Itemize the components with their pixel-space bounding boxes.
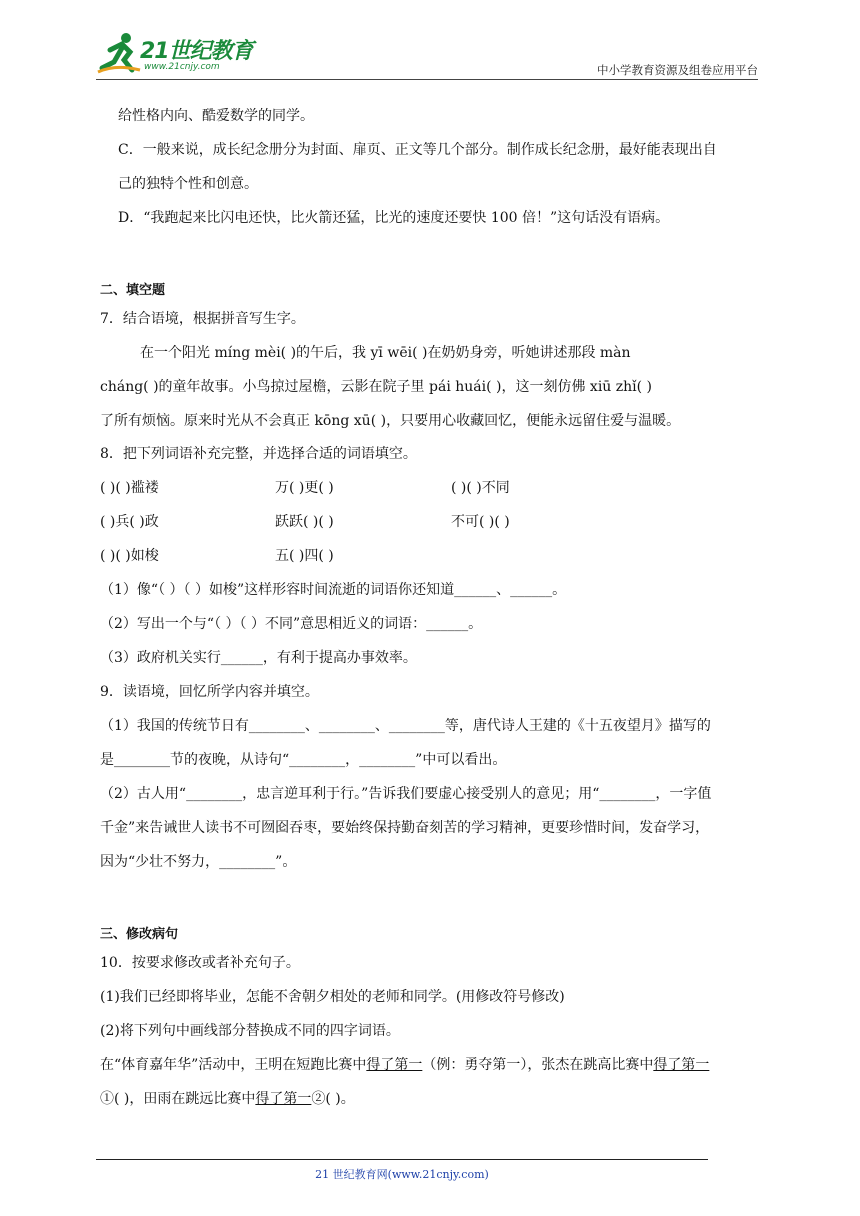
sentence-text: 在“体育嘉年华”活动中，王明在短跑比赛中 bbox=[100, 1057, 367, 1073]
logo-text: 21世纪教育 bbox=[140, 39, 253, 64]
q8-word: 五( )四( ) bbox=[275, 548, 334, 564]
q9-title: 9．读语境，回忆所学内容并填空。 bbox=[100, 684, 319, 700]
q8-word: ( )兵( )政 bbox=[100, 514, 159, 530]
q7-line3: 了所有烦恼。原来时光从不会真正 kōng xū( )，只要用心收藏回忆，便能永远留住爱与温暖。 bbox=[100, 413, 681, 429]
q8-word: 万( )更( ) bbox=[275, 480, 334, 496]
q7-line1: 在一个阳光 míng mèi( )的午后，我 yī wēi( )在奶奶身旁，听她讲述那段 màn bbox=[140, 345, 631, 361]
q8-row3 bbox=[100, 546, 451, 566]
site-logo bbox=[96, 28, 266, 78]
q8-word: 不可( )( ) bbox=[451, 514, 510, 530]
platform-title: 中小学教育资源及组卷应用平台 bbox=[597, 63, 758, 77]
q9-line5: 因为“少壮不努力，________”。 bbox=[100, 854, 297, 870]
q8-word: ( )( )不同 bbox=[451, 480, 510, 496]
q8-sub1: （1）像“（ ）（ ）如梭”这样形容时间流逝的词语你还知道______、______。 bbox=[100, 582, 567, 598]
q7-title: 7．结合语境，根据拼音写生字。 bbox=[100, 311, 305, 327]
q8-row2 bbox=[100, 512, 510, 532]
footer-divider bbox=[96, 1159, 708, 1160]
q6-option-c-line2: 己的独特个性和创意。 bbox=[118, 176, 258, 192]
q9-line4: 千金”来告诫世人读书不可囫囵吞枣，要始终保持勤奋刻苦的学习精神，更要珍惜时间，发奋学习， bbox=[100, 820, 710, 836]
q8-row1 bbox=[100, 478, 510, 498]
underlined-phrase: 得了第一 bbox=[255, 1091, 312, 1107]
q8-word: ( )( )如梭 bbox=[100, 548, 159, 564]
sentence-text: ②( )。 bbox=[311, 1091, 355, 1107]
q8-sub2: （2）写出一个与“（ ）（ ）不同”意思相近义的词语：______。 bbox=[100, 616, 483, 632]
q6-option-b-tail: 给性格内向、酷爱数学的同学。 bbox=[118, 108, 314, 124]
header-divider bbox=[96, 79, 758, 80]
underlined-phrase: 得了第一 bbox=[366, 1057, 423, 1073]
section-2-title: 二、填空题 bbox=[100, 283, 166, 298]
page-header bbox=[96, 28, 758, 80]
logo-url: www.21cnjy.com bbox=[144, 62, 220, 72]
q8-title: 8．把下列词语补充完整，并选择合适的词语填空。 bbox=[100, 446, 417, 462]
q8-word: 跃跃( )( ) bbox=[275, 514, 334, 530]
q7-line2: cháng( )的童年故事。小鸟掠过屋檐，云影在院子里 pái huái( )，这一刻仿佛 xiū zhǐ( ) bbox=[100, 379, 653, 395]
q9-line3: （2）古人用“________，忠言逆耳利于行。”告诉我们要虚心接受别人的意见；用“________，一字值 bbox=[100, 786, 712, 802]
underlined-phrase: 得了第一 bbox=[653, 1057, 710, 1073]
q6-option-c-line1: C．一般来说，成长纪念册分为封面、扉页、正文等几个部分。制作成长纪念册，最好能表现出自 bbox=[118, 142, 717, 158]
q10-title: 10．按要求修改或者补充句子。 bbox=[100, 955, 300, 971]
q8-word: ( )( )褴褛 bbox=[100, 480, 159, 496]
q6-option-d: D．“我跑起来比闪电还快，比火箭还猛，比光的速度还要快 100 倍！”这句话没有语病。 bbox=[118, 210, 670, 226]
q10-sub2: (2)将下列句中画线部分替换成不同的四字词语。 bbox=[100, 1023, 400, 1039]
q9-line2: 是________节的夜晚，从诗句“________，________”中可以看出。 bbox=[100, 752, 507, 768]
q8-sub3: （3）政府机关实行______，有利于提高办事效率。 bbox=[100, 650, 417, 666]
sentence-text: ①( )，田雨在跳远比赛中 bbox=[100, 1091, 256, 1107]
sentence-text: （例：勇夺第一），张杰在跳高比赛中 bbox=[422, 1057, 654, 1073]
q10-sentence-line2 bbox=[100, 1089, 355, 1109]
q10-sentence-line1 bbox=[100, 1055, 709, 1075]
page-footer: 21 世纪教育网(www.21cnjy.com) bbox=[315, 1168, 489, 1181]
q10-sub1: (1)我们已经即将毕业，怎能不舍朝夕相处的老师和同学。(用修改符号修改) bbox=[100, 989, 565, 1005]
section-3-title: 三、修改病句 bbox=[100, 927, 179, 942]
q9-line1: （1）我国的传统节日有________、________、________等，唐代诗人王建的《十五夜望月》描写的 bbox=[100, 718, 711, 734]
runner-logo-icon bbox=[96, 30, 142, 76]
